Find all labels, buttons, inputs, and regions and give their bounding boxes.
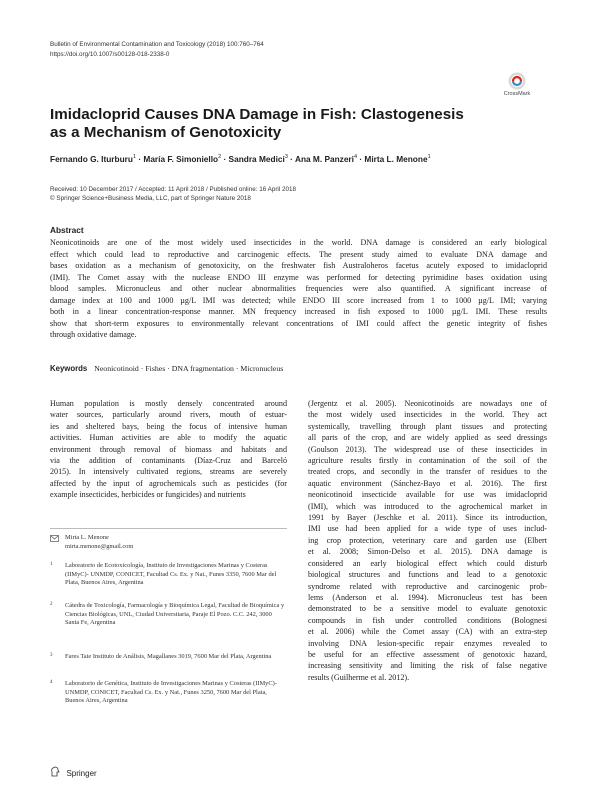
author-separator: · xyxy=(287,154,295,164)
body-text-line: considered an early biological effect which could disturb xyxy=(308,558,547,568)
affiliation-footnote xyxy=(50,680,287,706)
crossmark-icon xyxy=(508,72,526,90)
abstract-line: Neonicotinoids are one of the most widely used insecticides in the world. DNA damage is considered an early biological xyxy=(50,238,547,247)
footnote-number: 1 xyxy=(50,562,53,567)
keywords-list: Neonicotinoid · Fishes · DNA fragmentation · Micronucleus xyxy=(94,364,284,373)
body-text-line: et al. 2006) while the Comet assay (CA) with an extra-step xyxy=(308,627,547,637)
body-text-line: results (Guilherme et al. 2012). xyxy=(308,672,410,682)
body-text-line: all parts of the crop, and are widely applied as seed dressings xyxy=(308,433,547,443)
body-text-line: the most widely used insecticides in the world. They act xyxy=(308,410,547,420)
body-text-line: aquatic environment (Sánchez-Bayo et al. 2016). The first xyxy=(308,478,547,488)
contact-email[interactable]: mirta.menone@gmail.com xyxy=(65,542,134,550)
publisher-footer xyxy=(50,764,97,782)
crossmark-badge[interactable] xyxy=(487,72,547,97)
envelope-icon xyxy=(50,533,59,547)
body-text-line: biological structures and functions and lead to a genotoxic xyxy=(308,570,547,580)
body-text-line: water sources, particularly around rivers, mouth of estuar- xyxy=(50,410,287,420)
footnote-number: 4 xyxy=(50,680,53,685)
contact-name: Mirta L. Menone xyxy=(65,534,109,541)
abstract-line: show that short-term exposures to environmentally relevant concentrations of IMI could affect the genetic integrity of fishes xyxy=(50,318,547,328)
footnote-number: 2 xyxy=(50,602,53,607)
crossmark-label: CrossMark xyxy=(503,91,531,97)
abstract-line: through oxidative damage. xyxy=(50,330,137,339)
author-separator: · xyxy=(357,154,365,164)
footnote-text: Laboratorio de Ecotoxicología, Instituto de Investigaciones Marinas y Costeras (IIMyC)- UNMDP, CONICET, Facultad Cs. Ex. y Nat., Funes 3350, 7600 Mar del Plata, Buenos Aires, Argentina xyxy=(65,562,277,587)
body-text-line: Human population is mostly densely concentrated around xyxy=(50,399,287,408)
body-text-line: example insecticides, herbicides or fungicides) and nutrients xyxy=(50,490,246,500)
abstract-line: damage index at 100 and 1000 µg/L IMI was detected; while ENDO III score increased from 1 to 1000 µg/L IMI; varying xyxy=(50,295,547,305)
body-text-line: affected by the input of agrochemicals such as pesticides (for xyxy=(50,478,287,488)
body-text-line: activities. Human activities are able to modify the aquatic xyxy=(50,433,287,443)
publication-dates: Received: 10 December 2017 / Accepted: 11 April 2018 / Published online: 16 April 2018 xyxy=(50,186,296,193)
abstract-line: effect which could lead to reproductive and carcinogenic effects. The present study aimed to evaluate DNA damage and xyxy=(50,249,547,259)
body-text-line: be useful for an effective assessment of genotoxic hazard, xyxy=(308,649,547,659)
springer-horse-icon xyxy=(50,764,60,782)
footnote-text: Laboratorio de Genética, Instituto de Investigaciones Marinas y Costeras (IIMyC)- UNMDP, CONICET, Facultad Cs. Ex. y Nat., Funes 3250, 7600 Mar del Plata, Buenos Aires, Argentina xyxy=(65,680,277,705)
abstract-line: (IMI). The Comet assay with the nuclease ENDO III enzyme was performed for detecting pyrimidine bases oxidation using xyxy=(50,272,547,282)
author-affiliation-marker: 2 xyxy=(218,154,222,161)
author-affiliation-marker: 4 xyxy=(353,154,358,161)
body-text-line: demonstrated to be a sensitive model to evaluate genotoxic xyxy=(308,604,547,614)
author-name[interactable]: Ana M. Panzeri xyxy=(294,154,354,164)
keywords-label: Keywords xyxy=(50,364,88,373)
affiliation-footnote xyxy=(50,653,287,662)
author-affiliation-marker: 1 xyxy=(132,154,137,161)
footnote-number: 3 xyxy=(50,653,53,658)
author-separator: · xyxy=(221,154,229,164)
author-affiliation-marker: 3 xyxy=(284,154,288,161)
body-text-line: neonicotinoid insecticide available for use was imidacloprid xyxy=(308,490,547,500)
body-text-line: treated crops, and secondly in the transfer of residues to the xyxy=(308,467,547,477)
doi-link[interactable]: https://doi.org/10.1007/s00128-018-2338-0 xyxy=(50,51,170,58)
paper-title xyxy=(50,106,470,142)
footnote-divider xyxy=(50,528,287,529)
springer-wordmark: Springer xyxy=(66,768,97,778)
body-text-line: ing crop protection, veterinary care and garden use (Elbert xyxy=(308,535,547,545)
affiliation-footnote xyxy=(50,562,287,588)
body-text-line: ies and sheltered bays, being the focus of intensive human xyxy=(50,421,287,431)
body-text-line: environment through removal of biomass and habitats and xyxy=(50,444,287,454)
author-separator: · xyxy=(136,154,144,164)
abstract-line: bases oxidation as a mechanism of genotoxicity, on the freshwater fish Australoheros facetus acutely exposed to imidacloprid xyxy=(50,261,547,270)
body-text-line: (Jergentz et al. 2005). Neonicotinoids are nowadays one of xyxy=(308,399,547,408)
body-right-column xyxy=(308,398,547,683)
affiliation-footnote xyxy=(50,602,287,628)
body-text-line: via the addition of contaminants (Díaz-Cruz and Barceló xyxy=(50,456,287,466)
title-line: Imidacloprid Causes DNA Damage in Fish: Clastogenesis xyxy=(50,106,464,123)
author-name[interactable]: María F. Simoniello xyxy=(143,154,219,164)
author-list xyxy=(50,154,431,164)
body-text-line: lems (Anderson et al. 1994). Micronucleus test has been xyxy=(308,592,547,602)
author-affiliation-marker: 1 xyxy=(427,154,431,161)
author-name[interactable]: Mirta L. Menone xyxy=(364,154,428,164)
body-text-line: involving DNA lesion-specific repair enzymes revealed to xyxy=(308,638,547,648)
body-text-line: 2015). In intensively cultivated regions, streams are severely xyxy=(50,467,287,477)
body-text-line: syndrome related with reproductive and carcinogenic prob- xyxy=(308,581,547,591)
abstract-heading: Abstract xyxy=(50,225,84,235)
correspondence-note xyxy=(50,534,287,551)
body-text-line: compounds in fish under controlled conditions (Bolognesi xyxy=(308,615,547,625)
body-left-column xyxy=(50,398,287,501)
footnote-text: Fares Taie Instituto de Análisis, Magallanes 3019, 7600 Mar del Plata, Argentina xyxy=(65,653,272,660)
body-text-line: IMI use had been applied for a wide type of uses includ- xyxy=(308,524,547,534)
body-text-line: et al. 2008; Simon-Delso et al. 2015). DNA damage is xyxy=(308,547,547,557)
journal-citation: Bulletin of Environmental Contamination and Toxicology (2018) 100:760–764 xyxy=(50,41,264,48)
body-text-line: (IMI), which was introduced to the agrochemical market in xyxy=(308,501,547,511)
title-line: as a Mechanism of Genotoxicity xyxy=(50,124,282,141)
body-text-line: (Goulson 2013). The widespread use of these insecticides in xyxy=(308,444,547,454)
body-text-line: increasing sensitivity and limiting the risk of false negative xyxy=(308,661,547,671)
body-text-line: 1991 by Bayer (Jeschke et al. 2011). Since its introduction, xyxy=(308,513,547,523)
body-text-line: systemically, travelling through plant tissues and protecting xyxy=(308,421,547,431)
abstract-line: blood samples. Micronucleus and other nuclear abnormalities frequencies were also quantified. A significant increase of xyxy=(50,284,547,293)
keywords xyxy=(50,364,283,373)
abstract-line: both in a linear concentration-response manner. MN frequency increased in fish exposed to 1000 µg/L IMI. These results xyxy=(50,307,547,316)
copyright-notice: © Springer Science+Business Media, LLC, part of Springer Nature 2018 xyxy=(50,195,251,202)
author-name[interactable]: Fernando G. Iturburu xyxy=(50,154,133,164)
author-name[interactable]: Sandra Medici xyxy=(228,154,285,164)
footnote-text: Cátedra de Toxicología, Farmacología y Bioquímica Legal, Facultad de Bioquímica y Ciencias Biológicas, UNL, Ciudad Universitaria, Paraje El Pozo. C.C. 242, 3000 Santa Fe, Argentina xyxy=(65,602,285,627)
abstract-body xyxy=(50,237,547,341)
body-text-line: agriculture results firstly in contamination of the soil of the xyxy=(308,456,547,466)
